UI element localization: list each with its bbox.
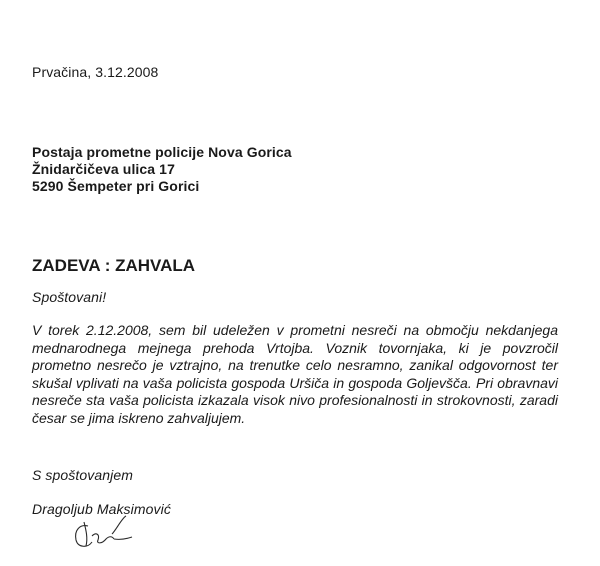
recipient-line-2: Žnidarčičeva ulica 17 <box>32 161 175 177</box>
signer-name: Dragoljub Maksimović <box>32 501 171 517</box>
recipient-line-3: 5290 Šempeter pri Gorici <box>32 178 200 194</box>
greeting: Spoštovani! <box>32 289 107 305</box>
place-date: Prvačina, 3.12.2008 <box>32 64 159 80</box>
handwritten-signature <box>66 512 136 552</box>
closing: S spoštovanjem <box>32 467 134 483</box>
letter-body: V torek 2.12.2008, sem bil udeležen v prometni nesreči na območju nekdanjega mednarodnega mejnega prehoda Vrtojba. Voznik tovornjaka, ki je povzročil prometno nesrečo je vztrajno, na trenutke celo nesramno, zanikal odgovornost ter skušal vplivati na vaša policista gospoda Uršiča in gospoda Goljevšča. Pri obravnavi nesreče sta vaša policista izkazala visok nivo profesionalnosti in strokovnosti, zaradi česar se jima iskreno zahvaljujem. <box>32 322 558 426</box>
recipient-line-1: Postaja prometne policije Nova Gorica <box>32 144 292 160</box>
subject-line: ZADEVA : ZAHVALA <box>32 256 196 275</box>
